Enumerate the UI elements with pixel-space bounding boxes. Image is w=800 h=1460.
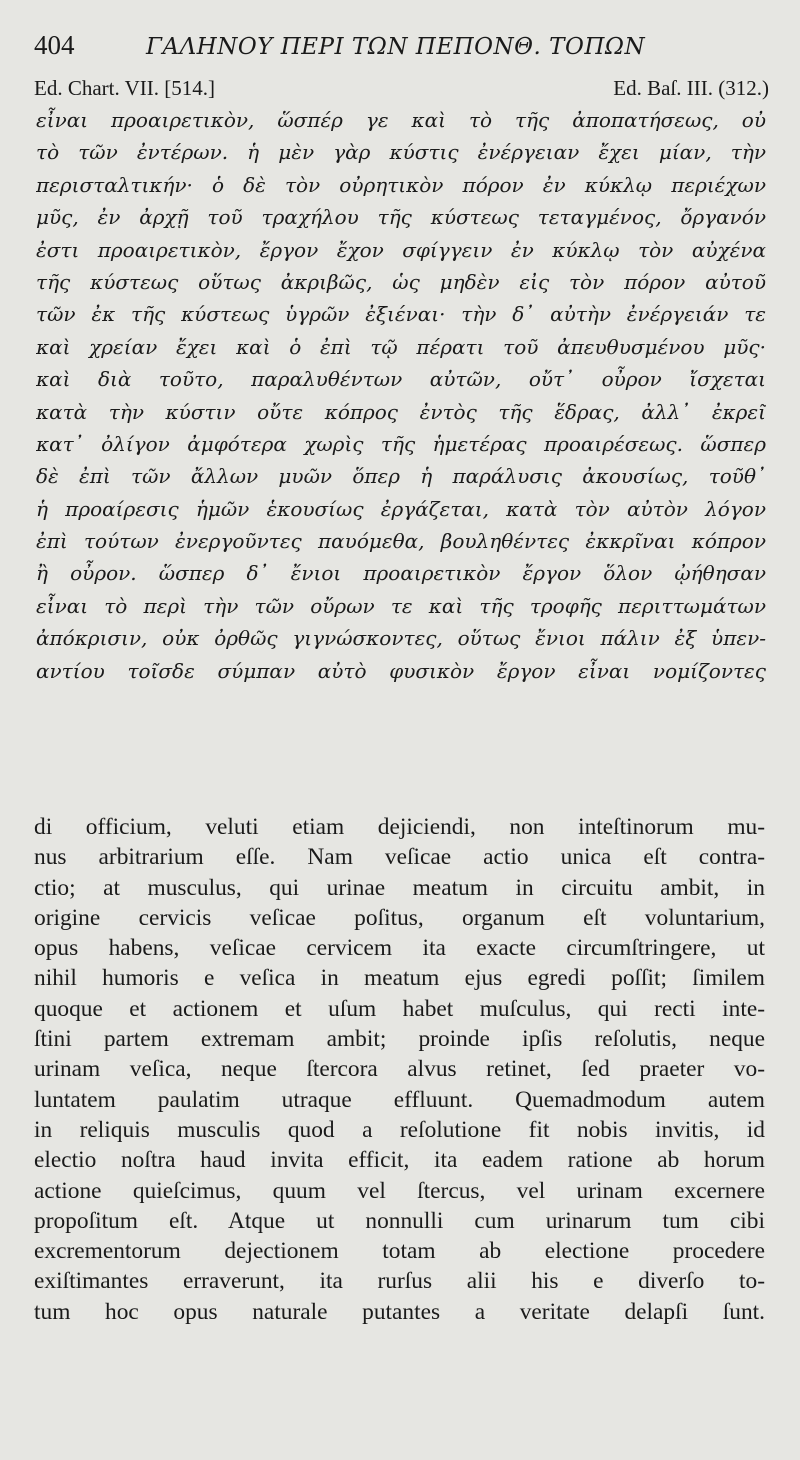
greek-line: τὸ τῶν ἐντέρων. ἡ μὲν γὰρ κύστις ἐνέργειαν ἔχει μίαν, τὴν [36,140,766,165]
latin-line: opus habens, veſicae cervicem ita exacte circumſtringere, ut [34,935,765,962]
greek-line: ἢ οὖρον. ὥσπερ δ᾽ ἔνιοι προαιρετικὸν ἔργον ὅλον ᾠήθησαν [36,561,766,586]
latin-line: nihil humoris e veſica in meatum ejus egredi poſſit; ſimilem [34,965,765,992]
latin-line: di officium, veluti etiam dejiciendi, non inteſtinorum mu- [34,814,765,840]
greek-line: ἡ προαίρεσις ἡμῶν ἑκουσίως ἐργάζεται, κατὰ τὸν αὐτὸν λόγον [36,496,766,521]
running-title: ΓΑΛΗΝΟΥ ΠΕΡΙ ΤΩΝ ΠΕΠΟΝΘ. ΤΟΠΩΝ [146,34,646,60]
latin-line: urinam veſica, neque ſtercora alvus retinet, ſed praeter vo- [34,1056,765,1083]
greek-line: ἐπὶ τούτων ἐνεργοῦντες παυόμεθα, βουληθέντες ἐκκρῖναι κόπρον [36,529,766,554]
latin-line: origine cervicis veſicae poſitus, organum eſt voluntarium, [34,904,765,931]
latin-line: luntatem paulatim utraque effluunt. Quemadmodum autem [34,1086,765,1113]
greek-line: τῶν ἐκ τῆς κύστεως ὑγρῶν ἐξιέναι· τὴν δ᾽ αὐτὴν ἐνέργειάν τε [36,302,766,327]
latin-line: excrementorum dejectionem totam ab electione procedere [34,1238,765,1265]
edition-chartier: Ed. Chart. VII. [514.] [34,76,215,100]
edition-line [34,76,769,102]
greek-line: καὶ χρείαν ἔχει καὶ ὁ ἐπὶ τῷ πέρατι τοῦ ἀπευθυσμένου μῦς· [36,334,766,359]
latin-line: ctio; at musculus, qui urinae meatum in circuitu ambit, in [34,874,765,901]
greek-line: δὲ ἐπὶ τῶν ἄλλων μυῶν ὅπερ ἡ παράλυσις ἀκουσίως, τοῦθ᾽ [36,464,766,489]
latin-line: exiſtimantes erraverunt, ita rurſus alii his e diverſo to- [34,1268,765,1295]
latin-text-block [34,812,765,1327]
greek-line: ἐστι προαιρετικὸν, ἔργον ἔχον σφίγγειν ἐν κύκλῳ τὸν αὐχένα [36,237,766,262]
greek-line: εἶναι τὸ περὶ τὴν τῶν οὔρων τε καὶ τῆς τροφῆς περιττωμάτων [36,593,766,618]
latin-line: ſtini partem extremam ambit; proinde ipſis reſolutis, neque [34,1026,765,1053]
greek-text-block [36,104,766,687]
edition-basel: Ed. Baſ. III. (312.) [613,76,769,100]
greek-line: τῆς κύστεως οὕτως ἀκριβῶς, ὡς μηδὲν εἰς τὸν πόρον αὐτοῦ [36,269,766,294]
greek-line: περισταλτικήν· ὁ δὲ τὸν οὐρητικὸν πόρον ἐν κύκλῳ περιέχων [36,172,766,197]
latin-line: tum hoc opus naturale putantes a veritate delapſi ſunt. [34,1298,765,1325]
running-head [34,30,774,66]
latin-line: nus arbitrarium eſſe. Nam veſicae actio unica eſt contra- [34,844,765,871]
greek-line: κατὰ τὴν κύστιν οὔτε κόπρος ἐντὸς τῆς ἕδρας, ἀλλ᾽ ἐκρεῖ [36,399,766,424]
greek-line: καὶ διὰ τοῦτο, παραλυθέντων αὐτῶν, οὔτ᾽ οὖρον ἴσχεται [36,367,766,392]
latin-line: propoſitum eſt. Atque ut nonnulli cum urinarum tum cibi [34,1207,765,1234]
latin-line: electio noſtra haud invita efficit, ita eadem ratione ab horum [34,1147,765,1174]
latin-line: actione quieſcimus, quum vel ſtercus, vel urinam excernere [34,1177,765,1204]
greek-line: κατ᾽ ὀλίγον ἀμφότερα χωρὶς τῆς ἡμετέρας προαιρέσεως. ὥσπερ [36,431,766,456]
greek-line: ἀπόκρισιν, οὐκ ὀρθῶς γιγνώσκοντες, οὕτως ἔνιοι πάλιν ἐξ ὑπεν- [36,626,766,651]
latin-line: quoque et actionem et uſum habet muſculus, qui recti inte- [34,995,765,1022]
greek-line: μῦς, ἐν ἀρχῇ τοῦ τραχήλου τῆς κύστεως τεταγμένος, ὄργανόν [36,205,766,230]
latin-line: in reliquis musculis quod a reſolutione fit nobis invitis, id [34,1116,765,1143]
greek-line: εἶναι προαιρετικὸν, ὥσπέρ γε καὶ τὸ τῆς ἀποπατήσεως, οὐ [36,108,766,132]
greek-line: αντίου τοῖσδε σύμπαν αὐτὸ φυσικὸν ἔργον εἶναι νομίζοντες [36,658,766,683]
page-number: 404 [34,30,75,60]
